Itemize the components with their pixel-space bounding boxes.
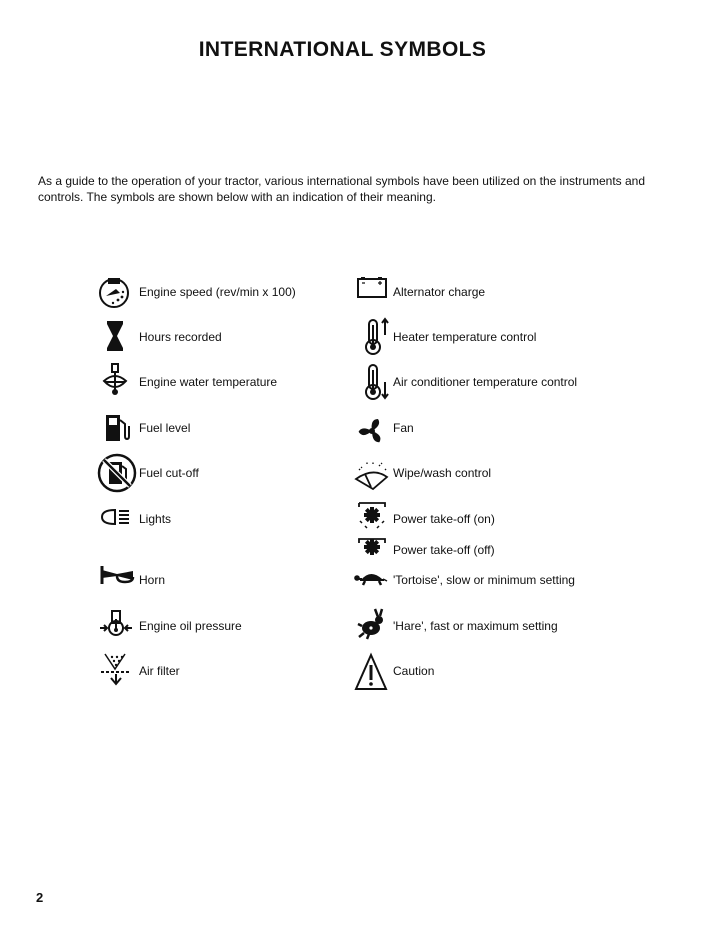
page-number: 2 (36, 890, 44, 905)
hare-icon (351, 606, 391, 646)
air-filter-icon (97, 651, 137, 691)
fuel-cut-off-icon (97, 453, 137, 493)
symbol-label: Air filter (139, 664, 180, 678)
symbol-label: Horn (139, 573, 166, 587)
symbol-label: Caution (393, 664, 435, 678)
symbol-label: Engine oil pressure (139, 619, 242, 633)
fan-icon (351, 408, 391, 448)
wipe-wash-icon (351, 453, 391, 493)
symbol-label: Air conditioner temperature control (393, 375, 578, 389)
heater-temperature-icon (351, 317, 391, 357)
page-title: INTERNATIONAL SYMBOLS (198, 38, 487, 61)
symbol-label: Power take-off (off) (393, 543, 495, 557)
symbol-label: Fuel level (139, 421, 191, 435)
symbol-label: Fuel cut-off (139, 466, 199, 480)
engine-speed-icon (97, 272, 137, 312)
intro-paragraph: As a guide to the operation of your tractor, various international symbols have been utilized on the instruments and controls. The symbols are shown below with an indication of their meaning. (38, 174, 646, 204)
symbol-label: 'Tortoise', slow or minimum setting (393, 573, 575, 587)
symbol-label: Fan (393, 421, 414, 435)
horn-icon (97, 560, 137, 600)
symbol-label: Hours recorded (139, 330, 222, 344)
symbol-label: 'Hare', fast or maximum setting (393, 619, 558, 633)
symbol-label: Alternator charge (393, 285, 486, 299)
symbol-label: Heater temperature control (393, 330, 537, 344)
symbol-label: Engine water temperature (139, 375, 278, 389)
symbol-label: Engine speed (rev/min x 100) (139, 285, 296, 299)
hourglass-icon (97, 317, 137, 357)
caution-triangle-icon (351, 651, 391, 691)
battery-icon (351, 272, 391, 312)
oil-pressure-icon (97, 606, 137, 646)
symbol-label: Lights (139, 512, 172, 526)
tortoise-icon (351, 560, 391, 600)
lights-icon (97, 499, 137, 539)
symbol-label: Power take-off (on) (393, 512, 495, 526)
air-conditioner-temperature-icon (351, 362, 391, 402)
symbol-label: Wipe/wash control (393, 466, 492, 480)
fuel-pump-icon (97, 408, 137, 448)
engine-water-temperature-icon (97, 362, 137, 402)
